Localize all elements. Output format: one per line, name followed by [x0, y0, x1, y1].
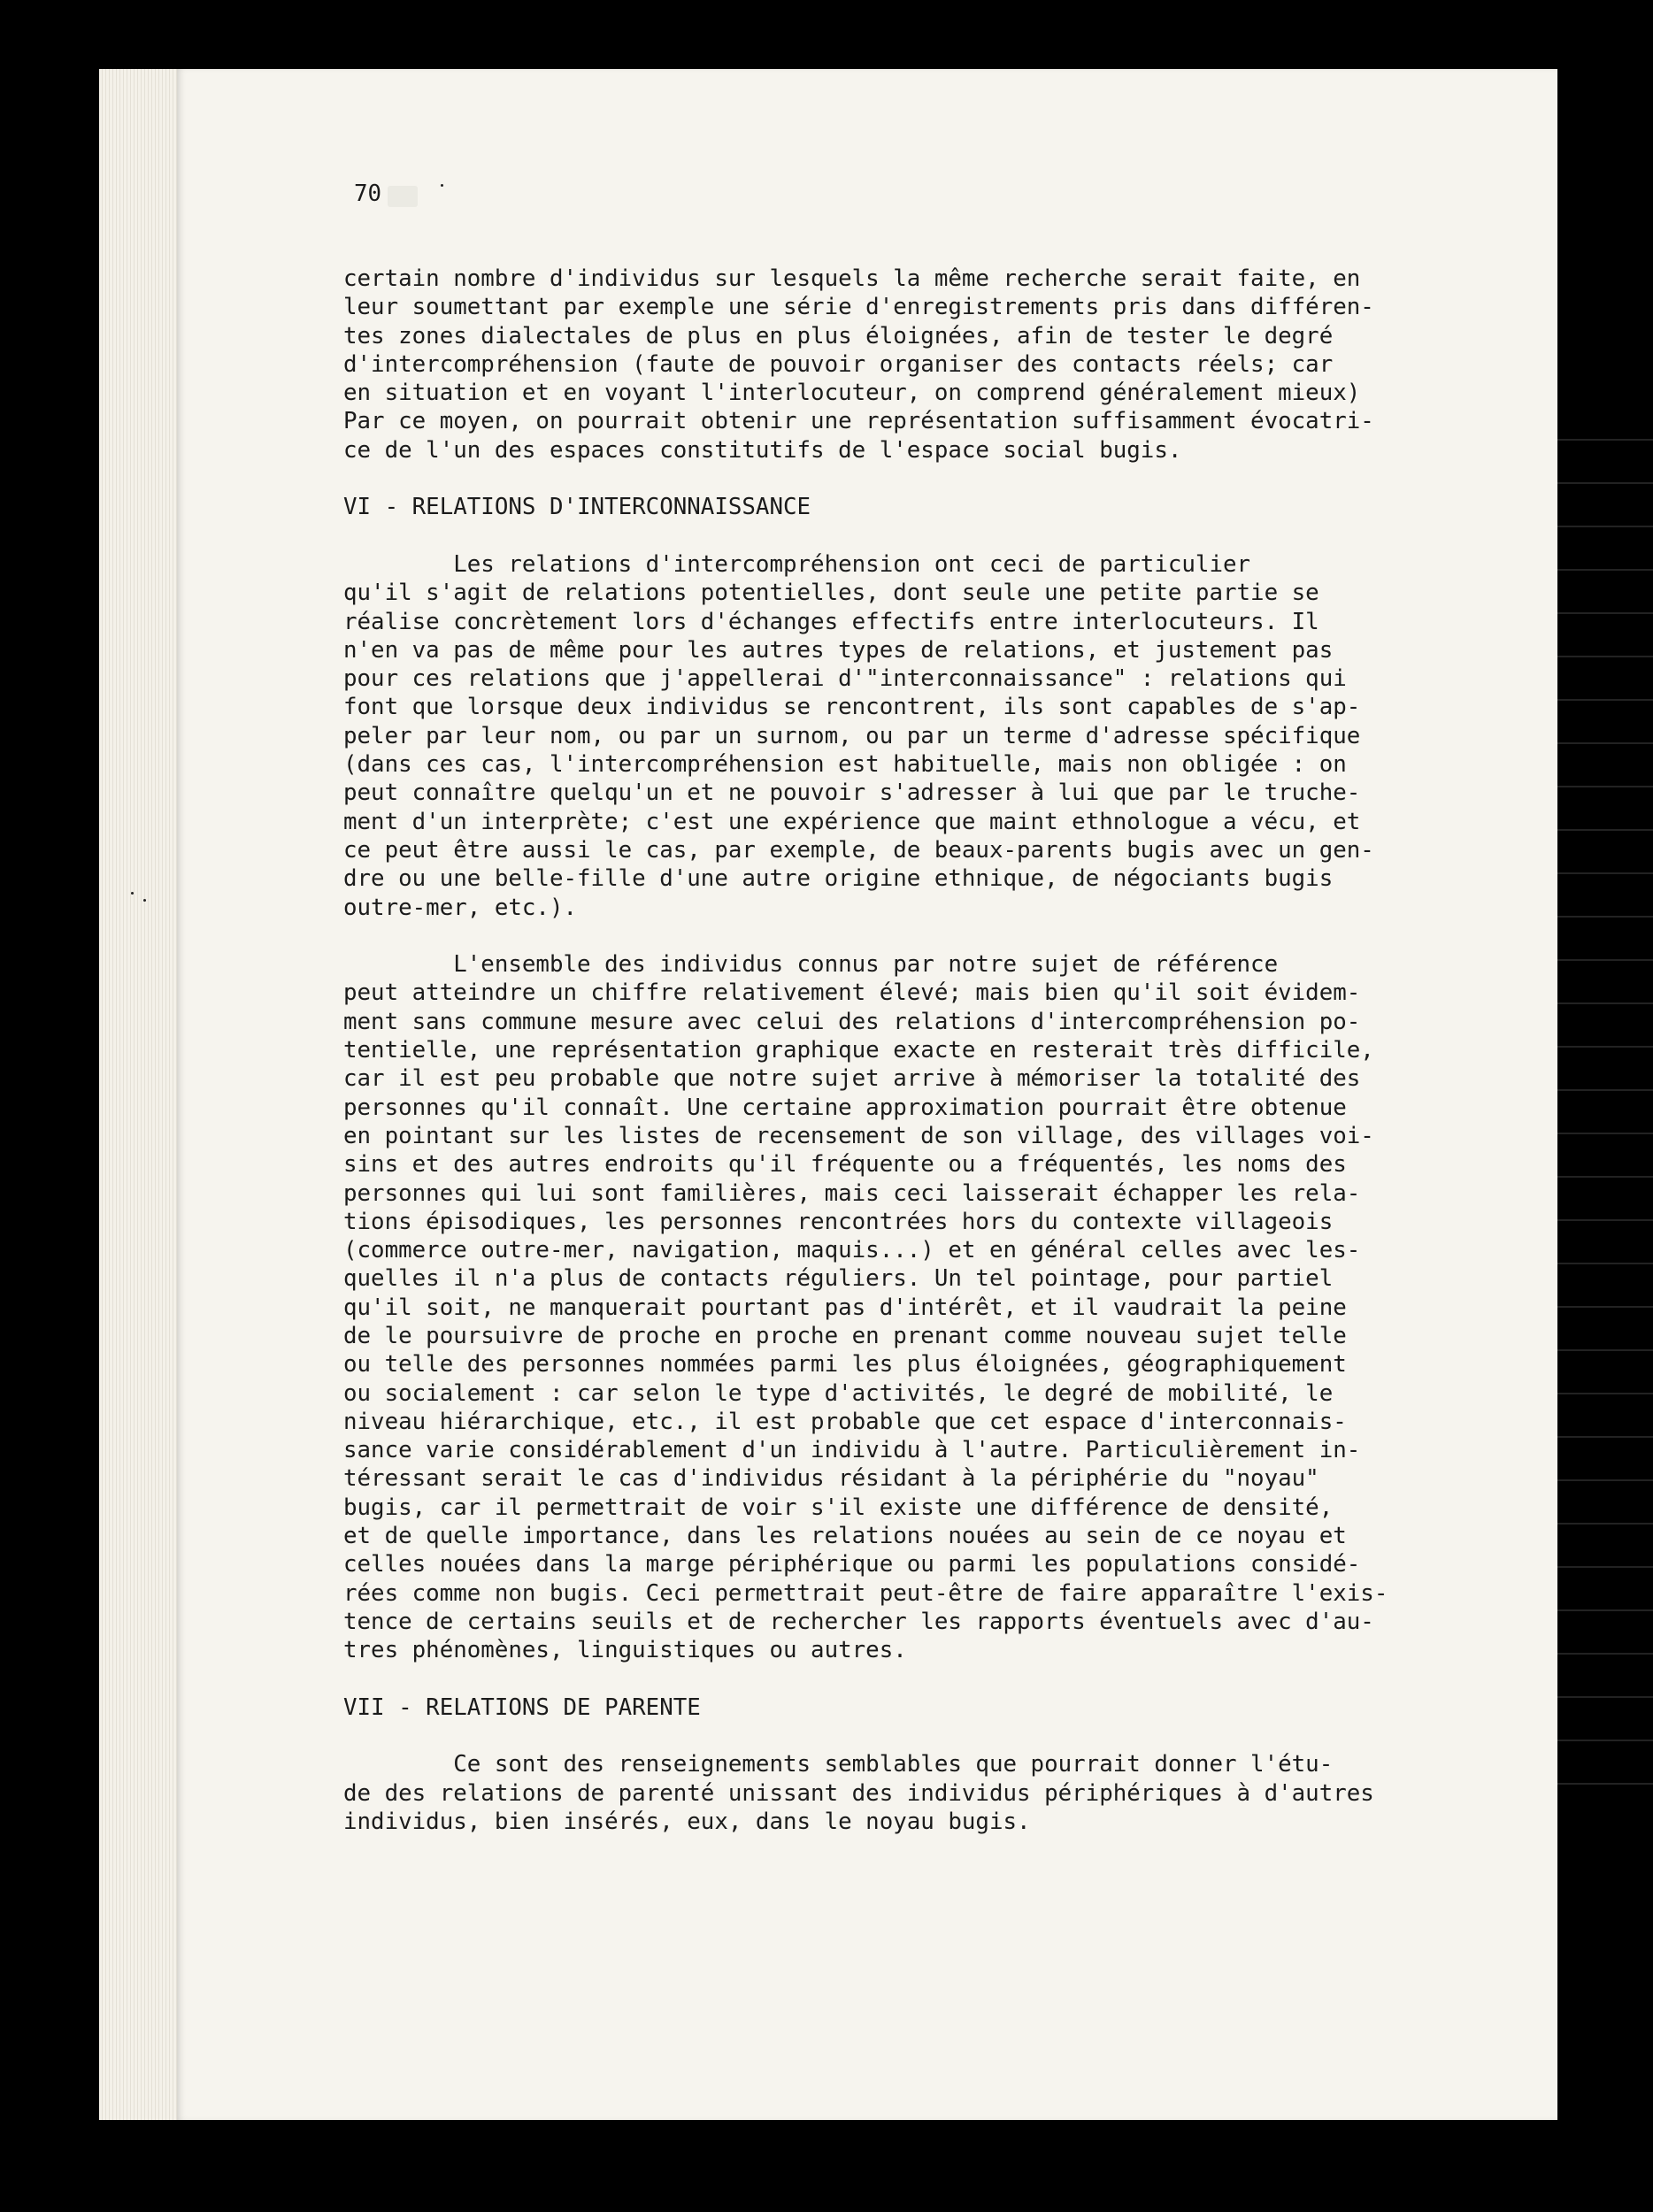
text-line: de le poursuivre de proche en proche en prenant comme nouveau sujet telle	[343, 1322, 1347, 1349]
text-line: outre-mer, etc.).	[343, 894, 578, 921]
text-line: personnes qui lui sont familières, mais ceci laisserait échapper les rela-	[343, 1179, 1361, 1207]
text-line: peler par leur nom, ou par un surnom, ou par un terme d'adresse spécifique	[343, 722, 1361, 749]
page-number: 70	[354, 180, 382, 207]
text-line: de des relations de parenté unissant des individus périphériques à d'autres	[343, 1779, 1374, 1807]
text-line: pour ces relations que j'appellerai d'"interconnaissance" : relations qui	[343, 665, 1347, 693]
dust-speck	[131, 892, 134, 895]
text-line: ou socialement : car selon le type d'activités, le degré de mobilité, le	[343, 1379, 1334, 1407]
text-line: VI - RELATIONS D'INTERCONNAISSANCE	[343, 494, 811, 521]
text-line: qu'il soit, ne manquerait pourtant pas d'intérêt, et il vaudrait la peine	[343, 1294, 1347, 1321]
text-line: en situation et en voyant l'interlocuteur, on comprend généralement mieux)	[343, 380, 1361, 407]
text-line: d'intercompréhension (faute de pouvoir organiser des contacts réels; car	[343, 350, 1334, 378]
text-line: L'ensemble des individus connus par notre sujet de référence	[343, 951, 1279, 979]
text-line: Par ce moyen, on pourrait obtenir une représentation suffisamment évocatri-	[343, 408, 1374, 435]
blank-line	[343, 922, 1432, 950]
blank-line	[343, 465, 1432, 493]
bleed-through-page-number	[388, 186, 418, 207]
blank-line	[343, 522, 1432, 550]
text-line: (dans ces cas, l'intercompréhension est habituelle, mais non obligée : on	[343, 751, 1347, 779]
text-line: peut atteindre un chiffre relativement élevé; mais bien qu'il soit évidem-	[343, 979, 1361, 1007]
text-line: sins et des autres endroits qu'il fréquente ou a fréquentés, les noms des	[343, 1151, 1347, 1179]
text-line: tes zones dialectales de plus en plus éloignées, afin de tester le degré	[343, 322, 1334, 349]
text-line: niveau hiérarchique, etc., il est probable que cet espace d'interconnais-	[343, 1408, 1347, 1435]
text-line: et de quelle importance, dans les relations nouées au sein de ce noyau et	[343, 1523, 1347, 1550]
page-stack-edges	[99, 69, 186, 2120]
text-line: en pointant sur les listes de recensement de son village, des villages voi-	[343, 1122, 1374, 1149]
text-line: celles nouées dans la marge périphérique ou parmi les populations considé-	[343, 1551, 1361, 1578]
text-line: leur soumettant par exemple une série d'enregistrements pris dans différen-	[343, 294, 1374, 321]
blank-line	[343, 1722, 1432, 1750]
text-line: car il est peu probable que notre sujet arrive à mémoriser la totalité des	[343, 1065, 1361, 1093]
text-line: tence de certains seuils et de rechercher les rapports éventuels avec d'au-	[343, 1608, 1374, 1635]
text-line: certain nombre d'individus sur lesquels la même recherche serait faite, en	[343, 265, 1361, 292]
text-line: dre ou une belle-fille d'une autre origine ethnique, de négociants bugis	[343, 865, 1334, 893]
text-line: Ce sont des renseignements semblables que pourrait donner l'étu-	[343, 1751, 1334, 1778]
text-line: personnes qu'il connaît. Une certaine approximation pourrait être obtenue	[343, 1094, 1347, 1121]
text-line: font que lorsque deux individus se rencontrent, ils sont capables de s'ap-	[343, 694, 1361, 721]
text-line: ment d'un interprète; c'est une expérience que maint ethnologue a vécu, et	[343, 808, 1361, 835]
text-line: quelles il n'a plus de contacts réguliers. Un tel pointage, pour partiel	[343, 1265, 1334, 1293]
blank-line	[343, 1665, 1432, 1694]
body-text	[343, 265, 1432, 1836]
text-line: qu'il s'agit de relations potentielles, dont seule une petite partie se	[343, 580, 1319, 607]
text-line: Les relations d'intercompréhension ont ceci de particulier	[343, 550, 1251, 578]
text-line: ou telle des personnes nommées parmi les plus éloignées, géographiquement	[343, 1351, 1347, 1379]
text-line: ment sans commune mesure avec celui des relations d'intercompréhension po-	[343, 1008, 1361, 1035]
bleed-through-text	[1557, 405, 1653, 1909]
text-line: bugis, car il permettrait de voir s'il existe une différence de densité,	[343, 1494, 1334, 1521]
text-line: tions épisodiques, les personnes rencontrées hors du contexte villageois	[343, 1208, 1334, 1235]
text-line: (commerce outre-mer, navigation, maquis...) et en général celles avec les-	[343, 1237, 1361, 1264]
text-line: VII - RELATIONS DE PARENTE	[343, 1694, 701, 1721]
dust-speck	[143, 899, 146, 902]
dust-speck	[441, 184, 443, 187]
text-line: tentielle, une représentation graphique exacte en resterait très difficile,	[343, 1037, 1374, 1064]
text-line: ce de l'un des espaces constitutifs de l'espace social bugis.	[343, 436, 1182, 464]
text-line: rées comme non bugis. Ceci permettrait peut-être de faire apparaître l'exis-	[343, 1579, 1388, 1607]
text-line: individus, bien insérés, eux, dans le noyau bugis.	[343, 1809, 1031, 1836]
text-line: sance varie considérablement d'un individu à l'autre. Particulièrement in-	[343, 1437, 1361, 1464]
text-line: tres phénomènes, linguistiques ou autres.	[343, 1637, 907, 1664]
text-line: n'en va pas de même pour les autres types de relations, et justement pas	[343, 636, 1334, 664]
text-line: ce peut être aussi le cas, par exemple, de beaux-parents bugis avec un gen-	[343, 836, 1374, 864]
text-line: réalise concrètement lors d'échanges effectifs entre interlocuteurs. Il	[343, 608, 1319, 635]
text-line: téressant serait le cas d'individus résidant à la périphérie du "noyau"	[343, 1465, 1319, 1493]
text-line: peut connaître quelqu'un et ne pouvoir s'adresser à lui que par le truche-	[343, 780, 1361, 807]
